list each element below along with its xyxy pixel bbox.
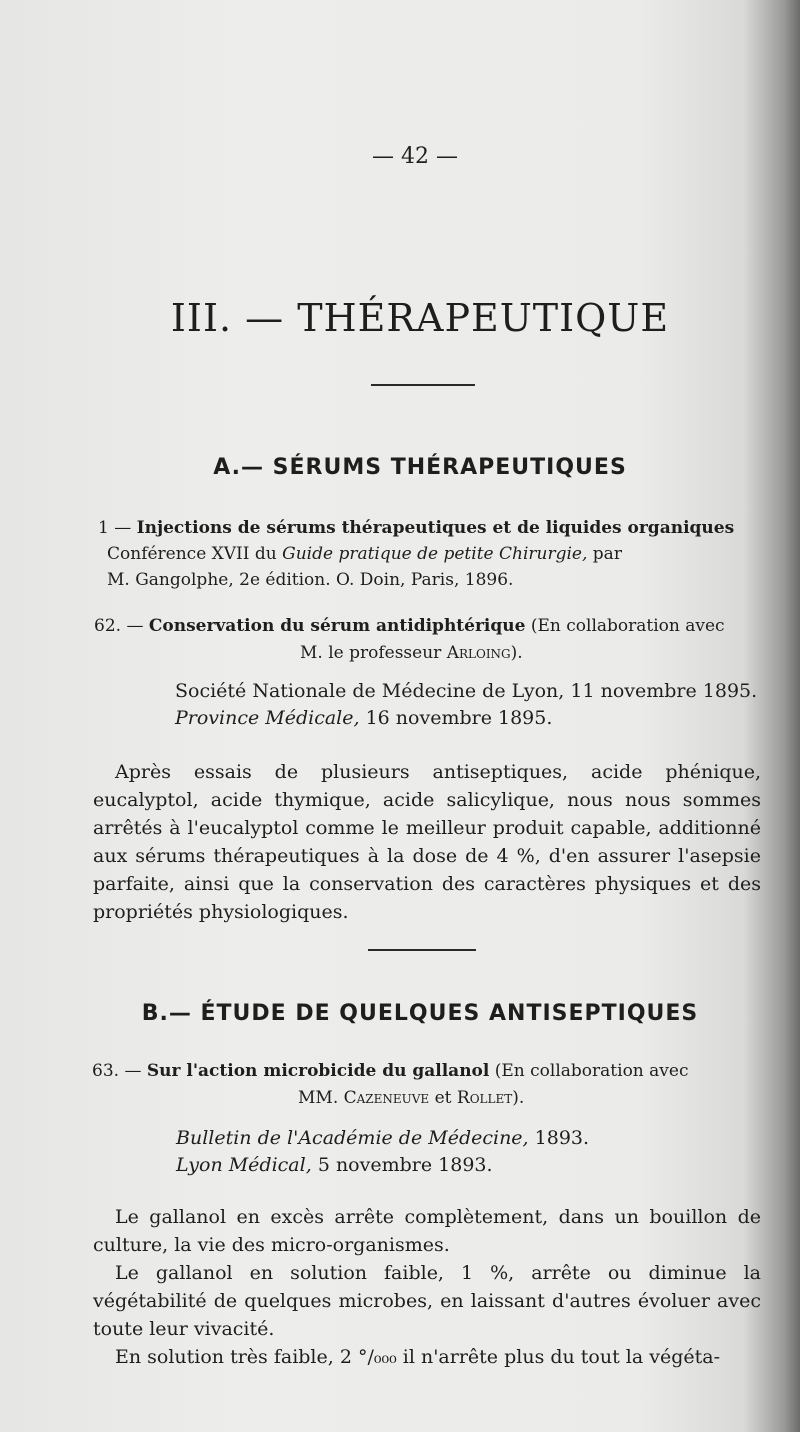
reference-2 xyxy=(175,705,552,732)
entry-text: MM. xyxy=(298,1088,339,1108)
entry-number: 1 — xyxy=(98,518,132,538)
entry-text: (En collaboration avec xyxy=(530,616,725,636)
entry-text: (En collaboration avec xyxy=(494,1061,689,1081)
section-rule xyxy=(368,949,476,951)
paragraph-2: Le gallanol en solution faible, 1 %, arrête ou diminue la végétabilité de quelques microbes, en laissant d'autres évoluer avec toute leur vivacité. xyxy=(93,1262,761,1340)
entry-63-line-2 xyxy=(298,1085,524,1111)
journal-name: Bulletin de l'Académie de Médecine, xyxy=(176,1127,529,1149)
entry-title: Sur l'action microbicide du gallanol xyxy=(146,1061,490,1081)
journal-name: Lyon Médical, xyxy=(176,1154,312,1176)
entry-number: 62. — xyxy=(94,616,144,636)
entry-text: M. le professeur xyxy=(300,643,442,663)
author-name: Cazeneuve xyxy=(343,1088,430,1108)
entry-italic: Guide pratique de petite Chirurgie, xyxy=(282,544,588,564)
entry-1-line-2 xyxy=(107,541,622,567)
entry-title: Conservation du sérum antidiphtérique xyxy=(148,616,526,636)
title-rule xyxy=(371,384,475,386)
entry-1-line-1 xyxy=(98,515,734,541)
paragraph-gallanol xyxy=(93,1203,761,1371)
reference-4 xyxy=(176,1152,493,1179)
paragraph-text: En solution très faible, 2 xyxy=(115,1346,352,1368)
section-title: III. — THÉRAPEUTIQUE xyxy=(170,296,670,340)
author-name: Arloing xyxy=(446,643,511,663)
reference-1: Société Nationale de Médecine de Lyon, 11 novembre 1895. xyxy=(175,680,758,702)
entry-62-line-2 xyxy=(300,640,523,666)
page-number: — 42 — xyxy=(372,144,458,169)
per-mille-unit: °/₀₀₀ xyxy=(357,1346,397,1368)
reference-date: 5 novembre 1893. xyxy=(317,1154,493,1176)
subsection-a-heading: A.— SÉRUMS THÉRAPEUTIQUES xyxy=(213,455,627,480)
subsection-b-heading: B.— ÉTUDE DE QUELQUES ANTISEPTIQUES xyxy=(141,1001,699,1026)
entry-title: Injections de sérums thérapeutiques et de liquides organiques xyxy=(136,518,735,538)
entry-1-line-3: M. Gangolphe, 2e édition. O. Doin, Paris, 1896. xyxy=(107,570,514,590)
author-name: Rollet xyxy=(456,1088,513,1108)
paragraph-1: Le gallanol en excès arrête complètement, dans un bouillon de culture, la vie des micro-organismes. xyxy=(93,1206,761,1256)
journal-name: Province Médicale, xyxy=(175,707,360,729)
entry-63-line-1 xyxy=(92,1058,688,1084)
entry-62-line-1 xyxy=(94,613,725,639)
paragraph-serums xyxy=(93,758,761,926)
entry-text: par xyxy=(592,544,622,564)
entry-text: ). xyxy=(512,1088,525,1108)
reference-date: 1893. xyxy=(534,1127,590,1149)
entry-number: 63. — xyxy=(92,1061,142,1081)
paragraph-3 xyxy=(93,1343,761,1371)
reference-3 xyxy=(176,1125,589,1152)
paragraph-text: il n'arrête plus du tout la végéta- xyxy=(402,1346,720,1368)
entry-text: et xyxy=(434,1088,452,1108)
entry-text: Conférence XVII du xyxy=(107,544,277,564)
paragraph-text: Après essais de plusieurs antiseptiques, acide phénique, eucalyptol, acide thymique, acide salicylique, nous nous sommes arrêtés à l'eucalyptol comme le meilleur produit capable, additionné aux sérums thérapeutiques à la dose de 4 %, d'en assurer l'asepsie parfaite, ainsi que la conservation des caractères physiques et des propriétés physiologiques. xyxy=(93,761,761,923)
entry-text: ). xyxy=(510,643,523,663)
reference-date: 16 novembre 1895. xyxy=(365,707,553,729)
